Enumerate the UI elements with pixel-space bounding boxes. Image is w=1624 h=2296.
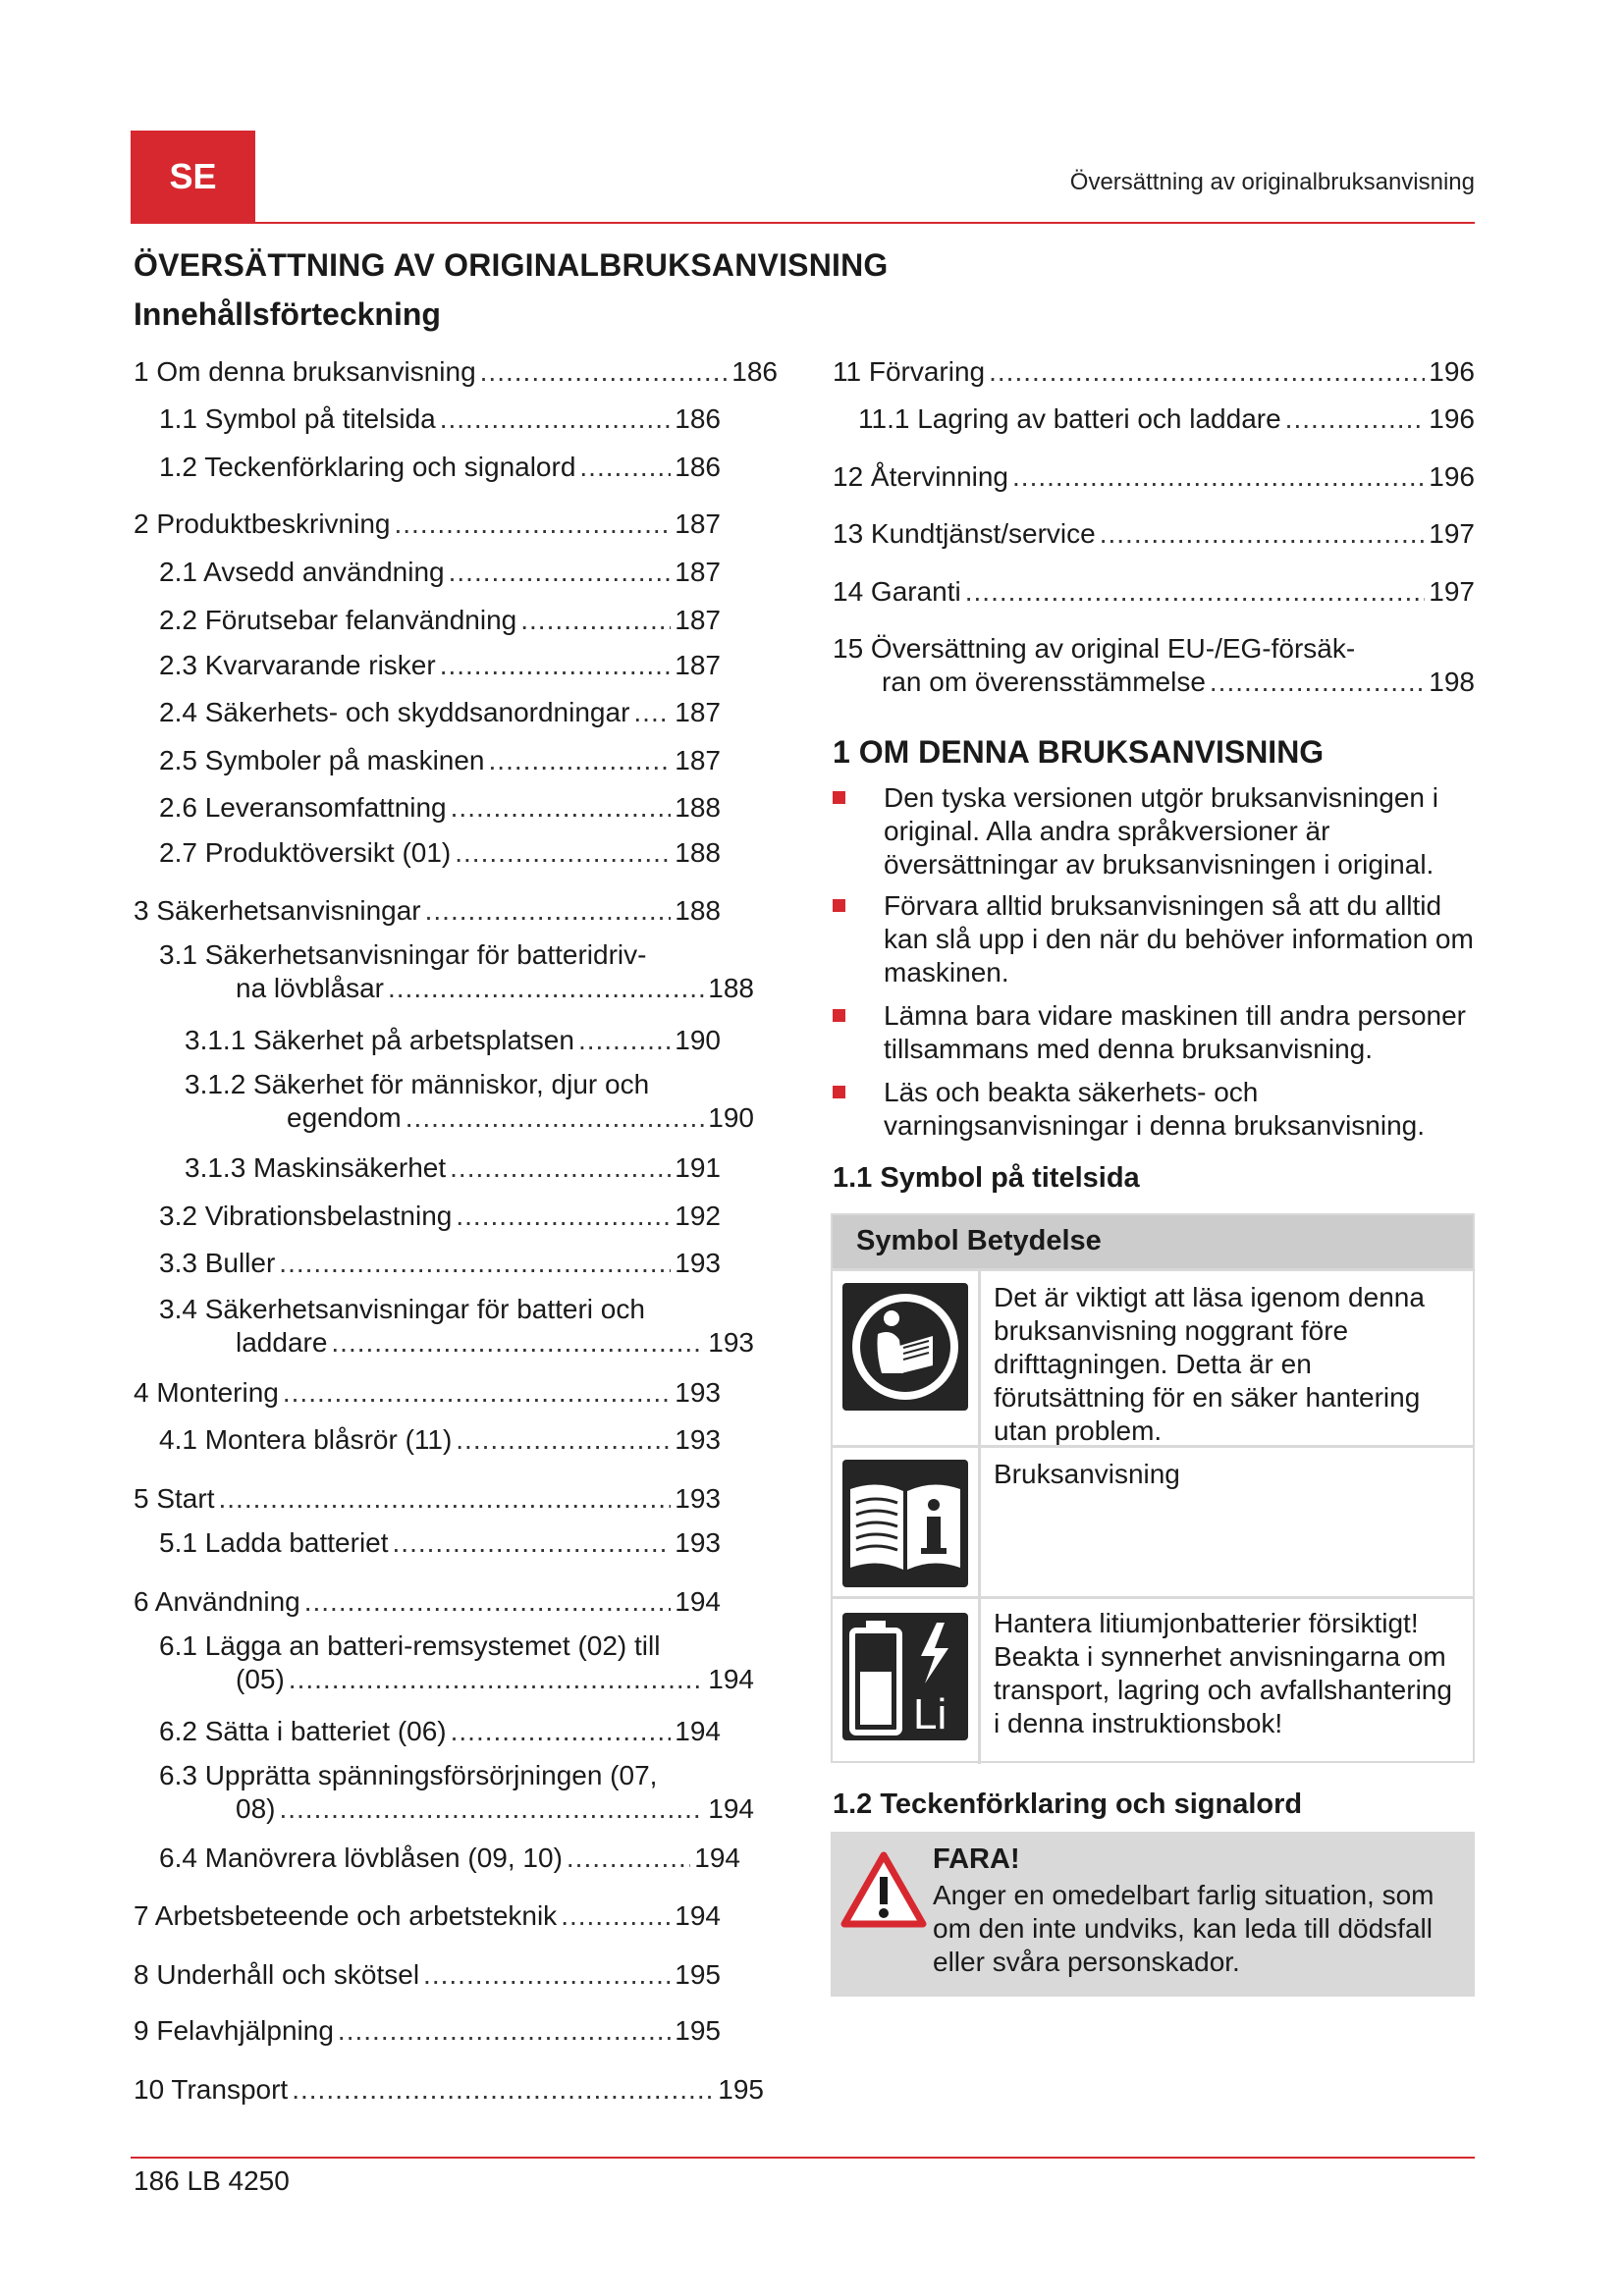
toc-entry[interactable]: 2 Produktbeskrivning ..... 187: [134, 507, 721, 541]
danger-title: FARA!: [933, 1843, 1020, 1875]
bullet-marker: [833, 791, 845, 804]
toc-entry[interactable]: 4 Montering ..... 193: [134, 1376, 721, 1410]
language-badge: SE: [131, 131, 255, 222]
page-footer: 186 LB 4250: [134, 2165, 290, 2196]
toc-entry[interactable]: 2.4 Säkerhets- och skyddsanordningar ..... 187: [159, 696, 721, 729]
toc-entry[interactable]: 3.1.3 Maskinsäkerhet ..... 191: [185, 1151, 721, 1185]
table-row: [833, 1268, 1473, 1448]
toc-heading: Innehållsförteckning: [134, 296, 441, 332]
toc-entry[interactable]: 6.1 Lägga an batteri-remsystemet (02) till (05) ..... 194: [159, 1629, 754, 1696]
symbol-description: Bruksanvisning: [994, 1459, 1180, 1489]
toc-entry[interactable]: 10 Transport ..... 195: [134, 2073, 764, 2107]
danger-text: Anger en omedelbart farlig situation, som om den inte undviks, kan leda till dödsfall eller svåra personskador.: [933, 1880, 1435, 1977]
toc-entry[interactable]: 1.2 Teckenförklaring och signalord ..... 186: [159, 451, 721, 484]
document-title: ÖVERSÄTTNING AV ORIGINALBRUKSANVISNING: [134, 247, 889, 283]
toc-entry[interactable]: 2.1 Avsedd användning ..... 187: [159, 556, 721, 589]
toc-entry[interactable]: 1.1 Symbol på titelsida ..... 186: [159, 402, 721, 436]
bullet-item: Lämna bara vidare maskinen till andra personer tillsammans med denna bruksanvisning.: [833, 999, 1477, 1066]
toc-entry[interactable]: 3.2 Vibrationsbelastning ..... 192: [159, 1200, 721, 1233]
lithium-battery-icon: [842, 1613, 968, 1740]
bullet-item: Den tyska versionen utgör bruksanvisningen i original. Alla andra språkversioner är översättningar av bruksanvisningen i original.: [833, 781, 1477, 881]
svg-text:Li: Li: [913, 1690, 947, 1738]
toc-entry[interactable]: 6.4 Manövrera lövblåsen (09, 10) ..... 194: [159, 1842, 740, 1875]
toc-entry[interactable]: 13 Kundtjänst/service ..... 197: [833, 517, 1475, 551]
manual-info-icon: [842, 1460, 968, 1587]
toc-entry[interactable]: 2.6 Leveransomfattning ..... 188: [159, 791, 721, 825]
toc-entry[interactable]: 6.2 Sätta i batteriet (06) ..... 194: [159, 1715, 721, 1748]
toc-entry[interactable]: 3 Säkerhetsanvisningar ..... 188: [134, 894, 721, 928]
toc-entry[interactable]: 2.5 Symboler på maskinen ..... 187: [159, 744, 721, 777]
subsection-heading: 1.1 Symbol på titelsida: [833, 1162, 1140, 1194]
toc-entry[interactable]: 3.1 Säkerhetsanvisningar för batteridriv- na lövblåsar ..... 188: [159, 938, 754, 1005]
toc-entry[interactable]: 11.1 Lagring av batteri och laddare ..... 196: [858, 402, 1475, 436]
running-title: Översättning av originalbruksanvisning: [1069, 169, 1475, 195]
toc-entry[interactable]: 2.7 Produktöversikt (01) ..... 188: [159, 836, 721, 870]
table-row: [833, 1596, 1473, 1764]
toc-entry[interactable]: 4.1 Montera blåsrör (11) ..... 193: [159, 1423, 721, 1457]
table-header: [833, 1215, 1473, 1268]
toc-entry[interactable]: 1 Om denna bruksanvisning ..... 186: [134, 355, 778, 389]
table-header-label: Symbol Betydelse: [856, 1225, 1102, 1256]
toc-entry[interactable]: 12 Återvinning ..... 196: [833, 460, 1475, 494]
toc-entry[interactable]: 7 Arbetsbeteende och arbetsteknik ..... 194: [134, 1899, 721, 1933]
toc-entry[interactable]: 6 Användning ..... 194: [134, 1585, 721, 1619]
toc-entry[interactable]: 9 Felavhjälpning ..... 195: [134, 2014, 721, 2048]
toc-entry[interactable]: 14 Garanti ..... 197: [833, 575, 1475, 609]
toc-entry[interactable]: 15 Översättning av original EU-/EG-försäk- ran om överensstämmelse ..... 198: [833, 632, 1475, 699]
toc-entry[interactable]: 2.3 Kvarvarande risker ..... 187: [159, 649, 721, 682]
warning-triangle-icon: [840, 1851, 927, 1935]
toc-entry[interactable]: 11 Förvaring ..... 196: [833, 355, 1475, 389]
read-manual-icon: [842, 1283, 968, 1411]
danger-notice: [831, 1832, 1475, 1997]
symbol-table: [831, 1213, 1475, 1763]
header-divider: [131, 222, 1475, 224]
bullet-marker: [833, 1009, 845, 1022]
bullet-item: Läs och beakta säkerhets- och varningsanvisningar i denna bruksanvisning.: [833, 1076, 1477, 1143]
symbol-description: Hantera litiumjonbatterier försiktigt! Beakta i synnerhet anvisningarna om transport, lagring och avfallshantering i denna instruktionsbok!: [994, 1608, 1452, 1738]
table-row: [833, 1445, 1473, 1599]
footer-divider: [131, 2157, 1475, 2159]
symbol-description: Det är viktigt att läsa igenom denna bruksanvisning noggrant före drifttagningen. Detta är en förutsättning för en säker hantering utan problem.: [994, 1282, 1425, 1446]
toc-entry[interactable]: 3.1.2 Säkerhet för människor, djur och egendom ..... 190: [185, 1068, 754, 1135]
toc-entry[interactable]: 5 Start ..... 193: [134, 1482, 721, 1516]
toc-entry[interactable]: 3.4 Säkerhetsanvisningar för batteri och laddare ..... 193: [159, 1293, 754, 1360]
section-heading: 1 OM DENNA BRUKSANVISNING: [833, 734, 1325, 770]
toc-entry[interactable]: 6.3 Upprätta spänningsförsörjningen (07, 08) ..... 194: [159, 1759, 754, 1826]
toc-entry[interactable]: 8 Underhåll och skötsel ..... 195: [134, 1958, 721, 1992]
toc-entry[interactable]: 3.1.1 Säkerhet på arbetsplatsen ..... 190: [185, 1024, 721, 1057]
toc-entry[interactable]: 5.1 Ladda batteriet ..... 193: [159, 1526, 721, 1560]
toc-entry[interactable]: 2.2 Förutsebar felanvändning ..... 187: [159, 604, 721, 637]
subsection-heading: 1.2 Teckenförklaring och signalord: [833, 1789, 1303, 1820]
bullet-marker: [833, 1086, 845, 1098]
bullet-item: Förvara alltid bruksanvisningen så att du alltid kan slå upp i den när du behöver information om maskinen.: [833, 889, 1477, 989]
bullet-marker: [833, 899, 845, 912]
toc-entry[interactable]: 3.3 Buller ..... 193: [159, 1247, 721, 1280]
